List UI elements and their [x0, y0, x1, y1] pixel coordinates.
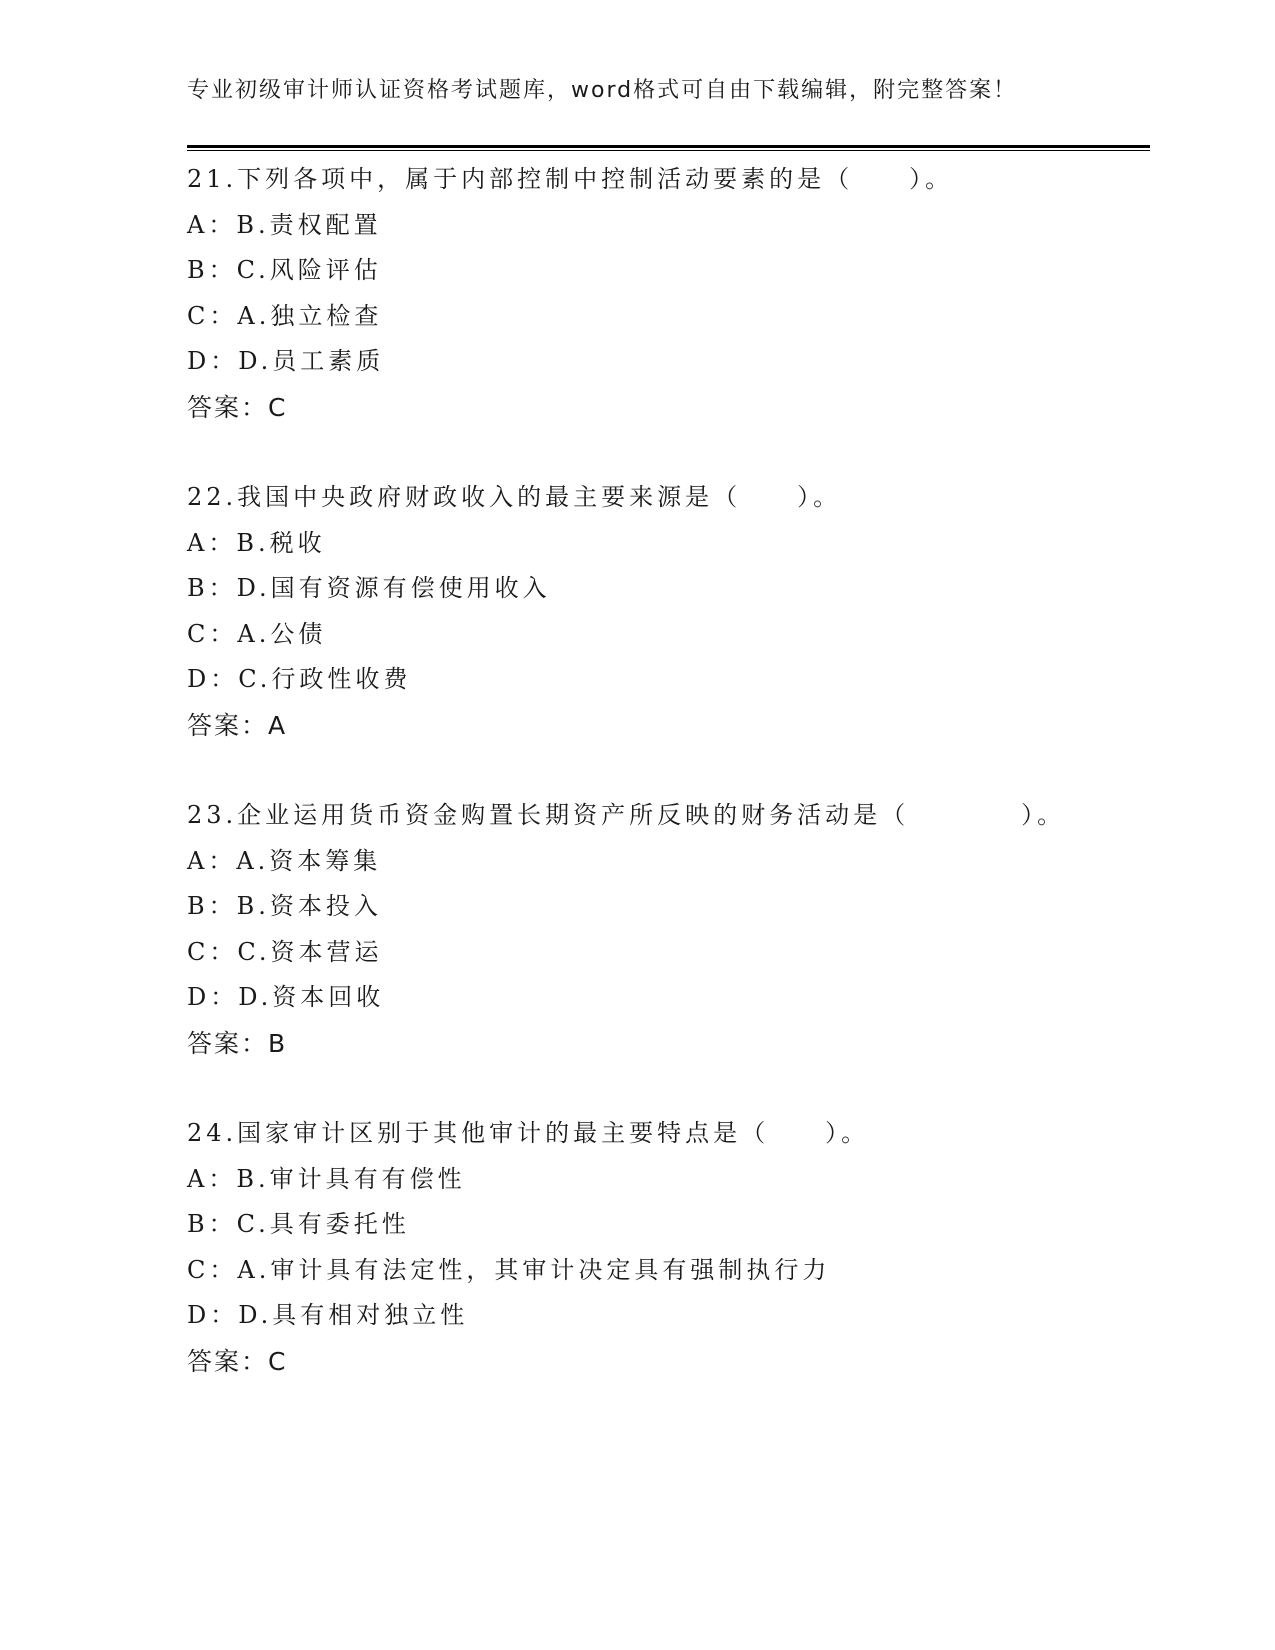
option-a: A：B.审计具有有偿性: [187, 1164, 466, 1193]
answer: 答案：A: [187, 710, 288, 740]
option-b: B：B.资本投入: [187, 892, 382, 920]
option-c: C：C.资本营运: [187, 937, 383, 966]
question-24: [187, 1111, 1147, 1384]
question-stem: 23.企业运用货币资金购置长期资产所反映的财务活动是（ ）。: [187, 801, 1066, 829]
page-header: 专业初级审计师认证资格考试题库，word格式可自由下载编辑，附完整答案！: [187, 78, 1018, 103]
option-a: A：B.责权配置: [187, 210, 382, 239]
header-divider-thick: [187, 145, 1150, 148]
option-d: D：D.员工素质: [187, 347, 385, 375]
answer: 答案：C: [187, 1346, 288, 1376]
option-a: A：B.税收: [187, 528, 326, 557]
option-c: C：A.公债: [187, 619, 327, 648]
answer: 答案：C: [187, 392, 288, 422]
header-divider-thin: [187, 150, 1150, 151]
question-22: [187, 475, 1147, 748]
question-stem: 24.国家审计区别于其他审计的最主要特点是（ ）。: [187, 1119, 870, 1147]
question-stem: 21.下列各项中，属于内部控制中控制活动要素的是（ ）。: [187, 165, 954, 193]
question-21: [187, 157, 1147, 430]
option-b: B：C.风险评估: [187, 256, 382, 284]
option-d: D：C.行政性收费: [187, 665, 412, 693]
option-b: B：C.具有委托性: [187, 1210, 410, 1238]
question-23: [187, 793, 1147, 1066]
option-c: C：A.审计具有法定性，其审计决定具有强制执行力: [187, 1255, 831, 1284]
option-d: D：D.具有相对独立性: [187, 1301, 469, 1329]
option-b: B：D.国有资源有偿使用收入: [187, 574, 551, 602]
question-stem: 22.我国中央政府财政收入的最主要来源是（ ）。: [187, 483, 842, 511]
answer: 答案：B: [187, 1028, 288, 1058]
option-d: D：D.资本回收: [187, 983, 385, 1011]
option-c: C：A.独立检查: [187, 301, 383, 330]
option-a: A：A.资本筹集: [187, 846, 382, 875]
